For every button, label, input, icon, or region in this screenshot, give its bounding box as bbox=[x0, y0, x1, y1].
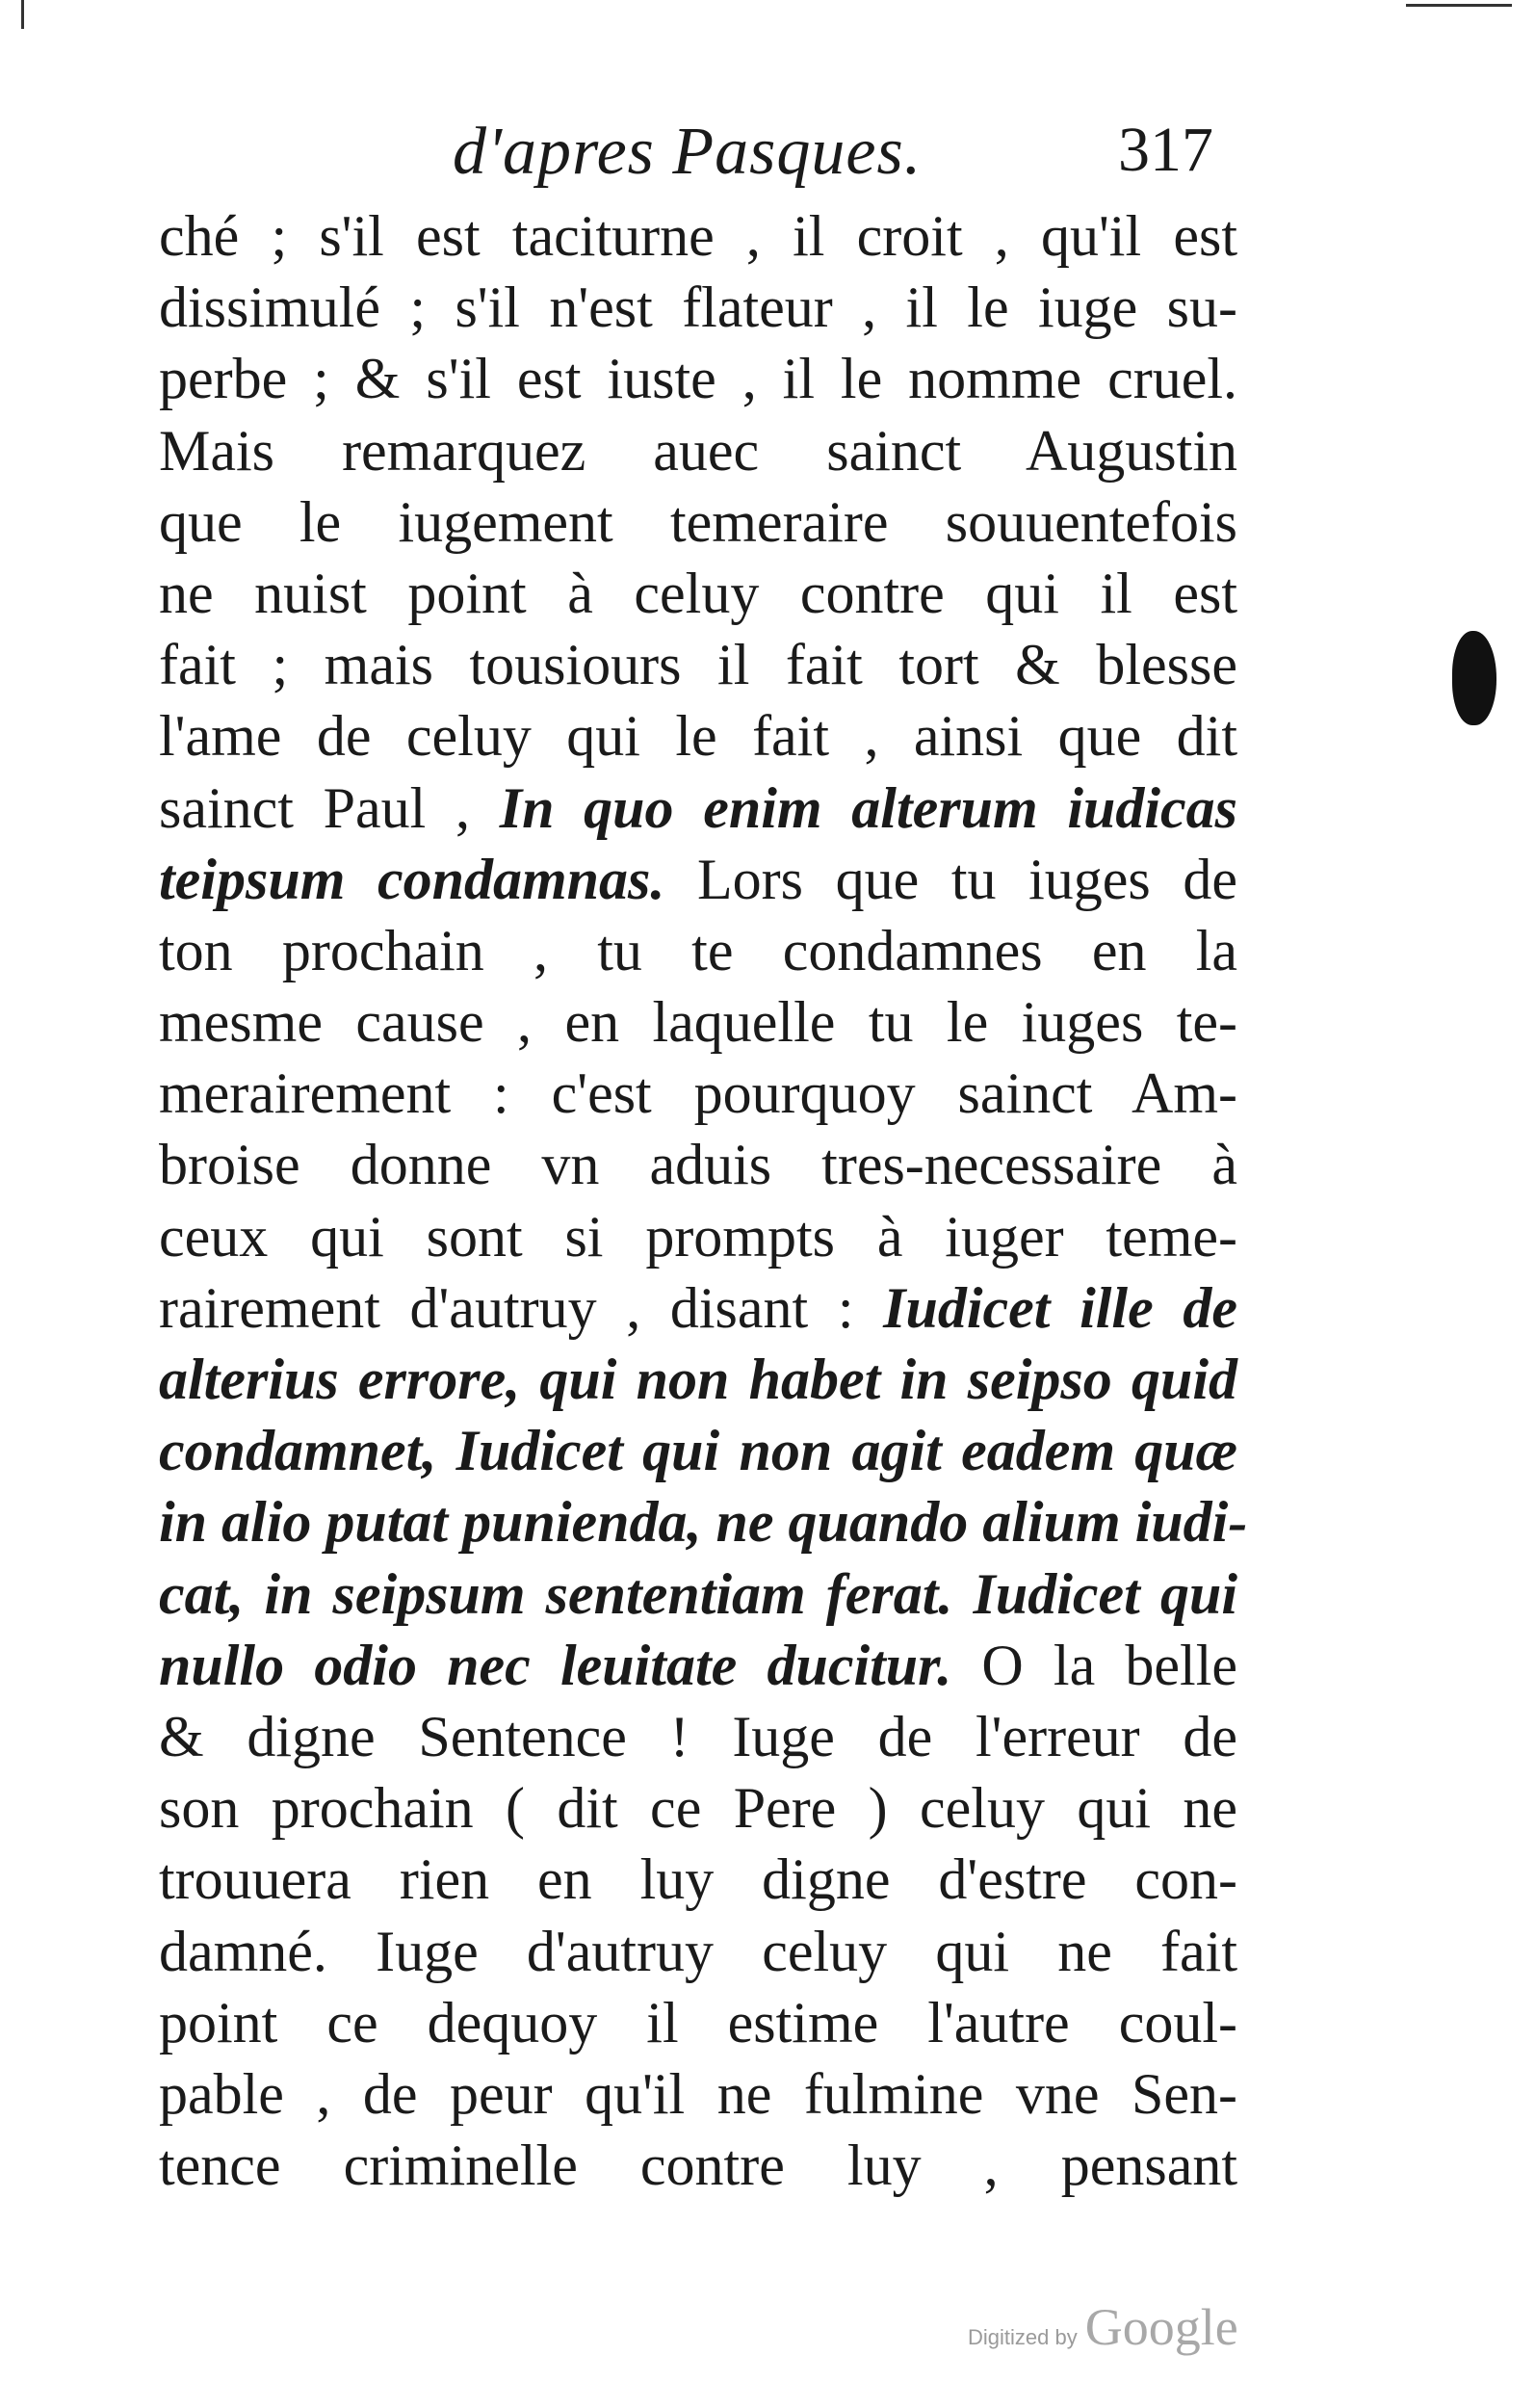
body-text bbox=[159, 200, 1248, 2201]
latin-quote-line: cat, in seipsum sententiam ferat. Iudicet qui bbox=[159, 1561, 1237, 1626]
text-line: merairement : c'est pourquoy sainct Am- bbox=[159, 1061, 1237, 1126]
text-line: broise donne vn aduis tres-necessaire à bbox=[159, 1133, 1237, 1197]
scan-mark-left bbox=[21, 0, 24, 29]
text-line bbox=[159, 844, 1237, 915]
latin-quote: Iudicet ille de bbox=[883, 1275, 1238, 1340]
latin-quote-line: condamnet, Iudicet qui non agit eadem quæ bbox=[159, 1419, 1237, 1483]
text-line bbox=[159, 772, 1237, 844]
text-line: ché ; s'il est taciturne , il croit , qu'il est bbox=[159, 204, 1237, 268]
text-line: ne nuist point à celuy contre qui il est bbox=[159, 561, 1237, 625]
ink-blot bbox=[1452, 631, 1496, 725]
text-segment: sainct Paul , bbox=[159, 775, 471, 840]
text-line: pable , de peur qu'il ne fulmine vne Sen- bbox=[159, 2061, 1237, 2126]
text-line: mesme cause , en laquelle tu le iuges te- bbox=[159, 990, 1237, 1055]
text-line: son prochain ( dit ce Pere ) celuy qui ne bbox=[159, 1776, 1237, 1841]
text-line: fait ; mais tousiours il fait tort & blesse bbox=[159, 633, 1237, 697]
text-line: l'ame de celuy qui le fait , ainsi que dit bbox=[159, 704, 1237, 769]
text-line: trouuera rien en luy digne d'estre con- bbox=[159, 1847, 1237, 1912]
text-line: dissimulé ; s'il n'est flateur , il le iuge su- bbox=[159, 275, 1237, 340]
text-segment: rairement d'autruy , disant : bbox=[159, 1275, 854, 1340]
latin-quote: In quo enim alterum iudicas bbox=[499, 775, 1238, 840]
page-header bbox=[453, 114, 1213, 191]
text-line: ton prochain , tu te condamnes en la bbox=[159, 918, 1237, 982]
text-line: ceux qui sont si prompts à iuger teme- bbox=[159, 1204, 1237, 1269]
text-line: Mais remarquez auec sainct Augustin bbox=[159, 418, 1237, 483]
text-line: perbe ; & s'il est iuste , il le nomme cruel. bbox=[159, 347, 1237, 411]
text-segment: Lors que tu iuges de bbox=[697, 847, 1238, 911]
text-line bbox=[159, 1630, 1237, 1701]
text-segment: O la belle bbox=[981, 1633, 1238, 1697]
scan-mark-top-right bbox=[1406, 4, 1512, 7]
latin-quote: nullo odio nec leuitate ducitur. bbox=[159, 1633, 952, 1697]
page-number: 317 bbox=[1118, 115, 1213, 185]
latin-quote-line: in alio putat punienda, ne quando alium iudi- bbox=[159, 1490, 1248, 1555]
text-line: que le iugement temeraire souuentefois bbox=[159, 489, 1237, 554]
text-line: point ce dequoy il estime l'autre coul- bbox=[159, 1990, 1237, 2055]
running-head: d'apres Pasques. bbox=[453, 115, 923, 189]
text-line: tence criminelle contre luy , pensant bbox=[159, 2133, 1237, 2198]
digitized-by-label: Digitized by bbox=[968, 2325, 1078, 2349]
text-line bbox=[159, 1272, 1237, 1344]
latin-quote-line: alterius errore, qui non habet in seipso quid bbox=[159, 1348, 1237, 1411]
text-line: damné. Iuge d'autruy celuy qui ne fait bbox=[159, 1919, 1237, 1983]
text-line: & digne Sentence ! Iuge de l'erreur de bbox=[159, 1704, 1237, 1768]
digitized-watermark bbox=[968, 2297, 1238, 2355]
google-wordmark: Google bbox=[1084, 2298, 1238, 2356]
latin-quote: teipsum condamnas. bbox=[159, 847, 665, 911]
